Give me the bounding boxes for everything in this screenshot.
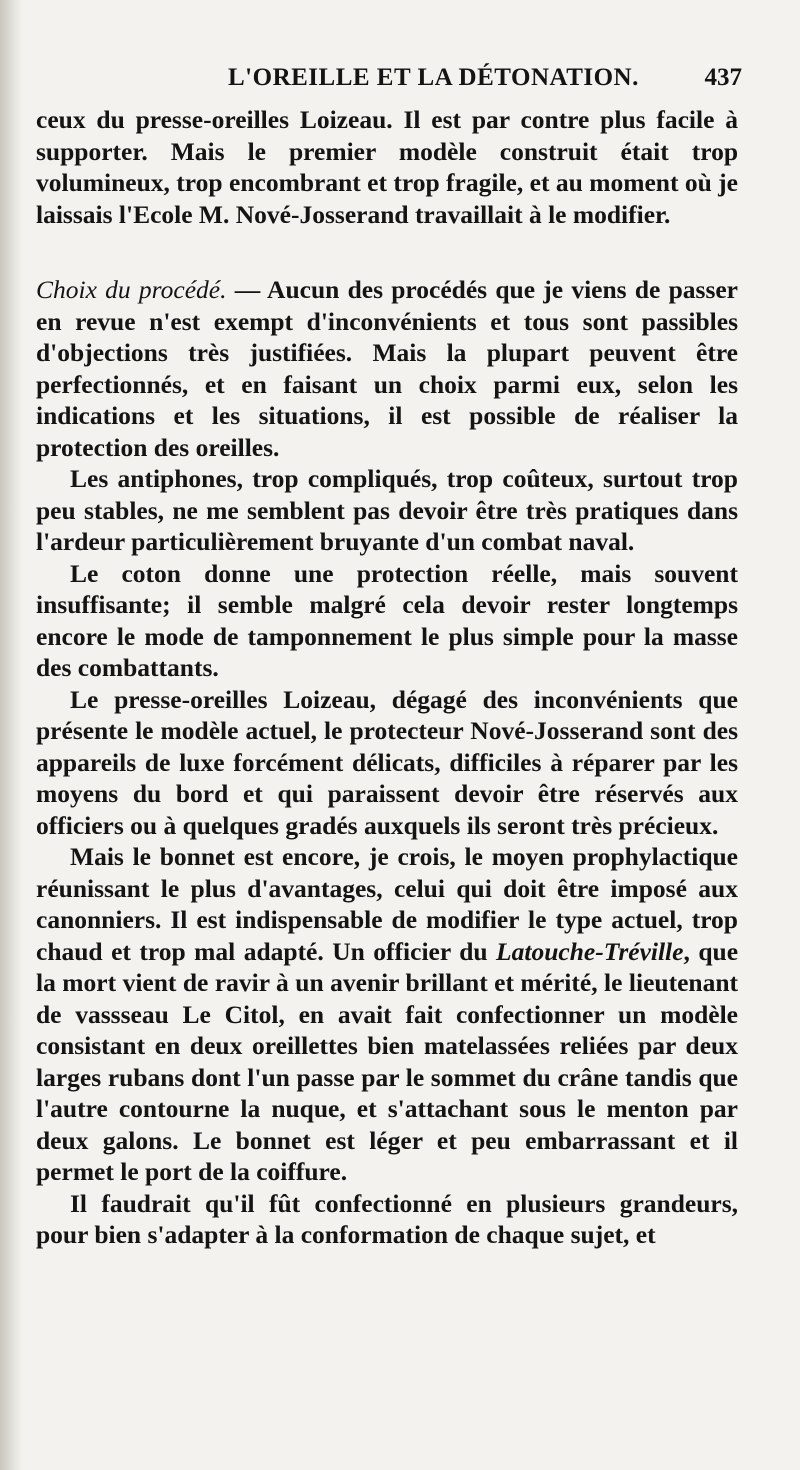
paragraph-bonnet bbox=[36, 841, 738, 1188]
paragraph-presse-oreilles: Le presse-oreilles Loizeau, dégagé des inconvénients que présente le modèle actuel, le protecteur Nové-Josserand sont des appareils de luxe forcément délicats, difficiles à réparer par les moyens du bord et qui paraissent devoir être réservés aux officiers ou à quelques gradés auxquels ils seront très précieux. bbox=[36, 684, 738, 840]
paragraph-choix-du-procede bbox=[36, 274, 738, 463]
paragraph-text: — Aucun des procédés que je viens de passer en revue n'est exempt d'inconvénients et tous sont passibles d'objections très justifiées. Mais la plupart peuvent être perfectionnés, et en faisant un choix parmi eux, selon les indications et les situations, il est possible de réaliser la protection des oreilles. bbox=[36, 275, 739, 462]
paragraph-antiphones: Les antiphones, trop compliqués, trop coûteux, surtout trop peu stables, ne me semblent pas devoir être très pratiques dans l'ardeur particulièrement bruyante d'un combat naval. bbox=[36, 464, 738, 556]
section-heading: Choix du procédé. bbox=[36, 275, 227, 304]
running-head: L'OREILLE ET LA DÉTONATION. bbox=[228, 64, 639, 91]
paragraph-coton: Le coton donne une protection réelle, mais souvent insuffisante; il semble malgré cela devoir rester longtemps encore le mode de tamponnement le plus simple pour la masse des combattants. bbox=[36, 558, 738, 682]
ship-name: Latouche-Tréville bbox=[496, 936, 684, 966]
paragraph-text: , que la mort vient de ravir à un avenir brillant et mérité, le lieutenant de vassseau Le Citol, en avait fait confectionner un modèle consistant en deux oreillettes bien matelassées reliées par deux larges rubans dont l'un passe par le sommet du crâne tandis que l'autre contourne la nuque, et s'attachant sous le menton par deux galons. Le bonnet est léger et peu embarrassant et il permet le port de la coiffure. bbox=[36, 936, 739, 1186]
paragraph-grandeurs: Il faudrait qu'il fût confectionné en plusieurs grandeurs, pour bien s'adapter à la conformation de chaque sujet, et bbox=[36, 1188, 738, 1249]
page-edge-shadow bbox=[0, 0, 22, 1470]
page-number: 437 bbox=[704, 64, 742, 91]
page-header bbox=[36, 60, 742, 100]
paragraph-text: Mais le bonnet est encore, je crois, le moyen prophylactique réunissant le plus d'avantages, celui qui doit être imposé aux canonniers. Il est indispensable de modifier le type actuel, trop chaud et trop mal adapté. Un officier du bbox=[36, 842, 738, 966]
paragraph-continuation: ceux du presse-oreilles Loizeau. Il est par contre plus facile à supporter. Mais le premier modèle construit était trop volumineux, trop encombrant et trop fragile, et au moment où je laissais l'Ecole M. Nové-Josserand travaillait à le modifier. bbox=[36, 105, 738, 229]
body-text bbox=[36, 104, 738, 1251]
